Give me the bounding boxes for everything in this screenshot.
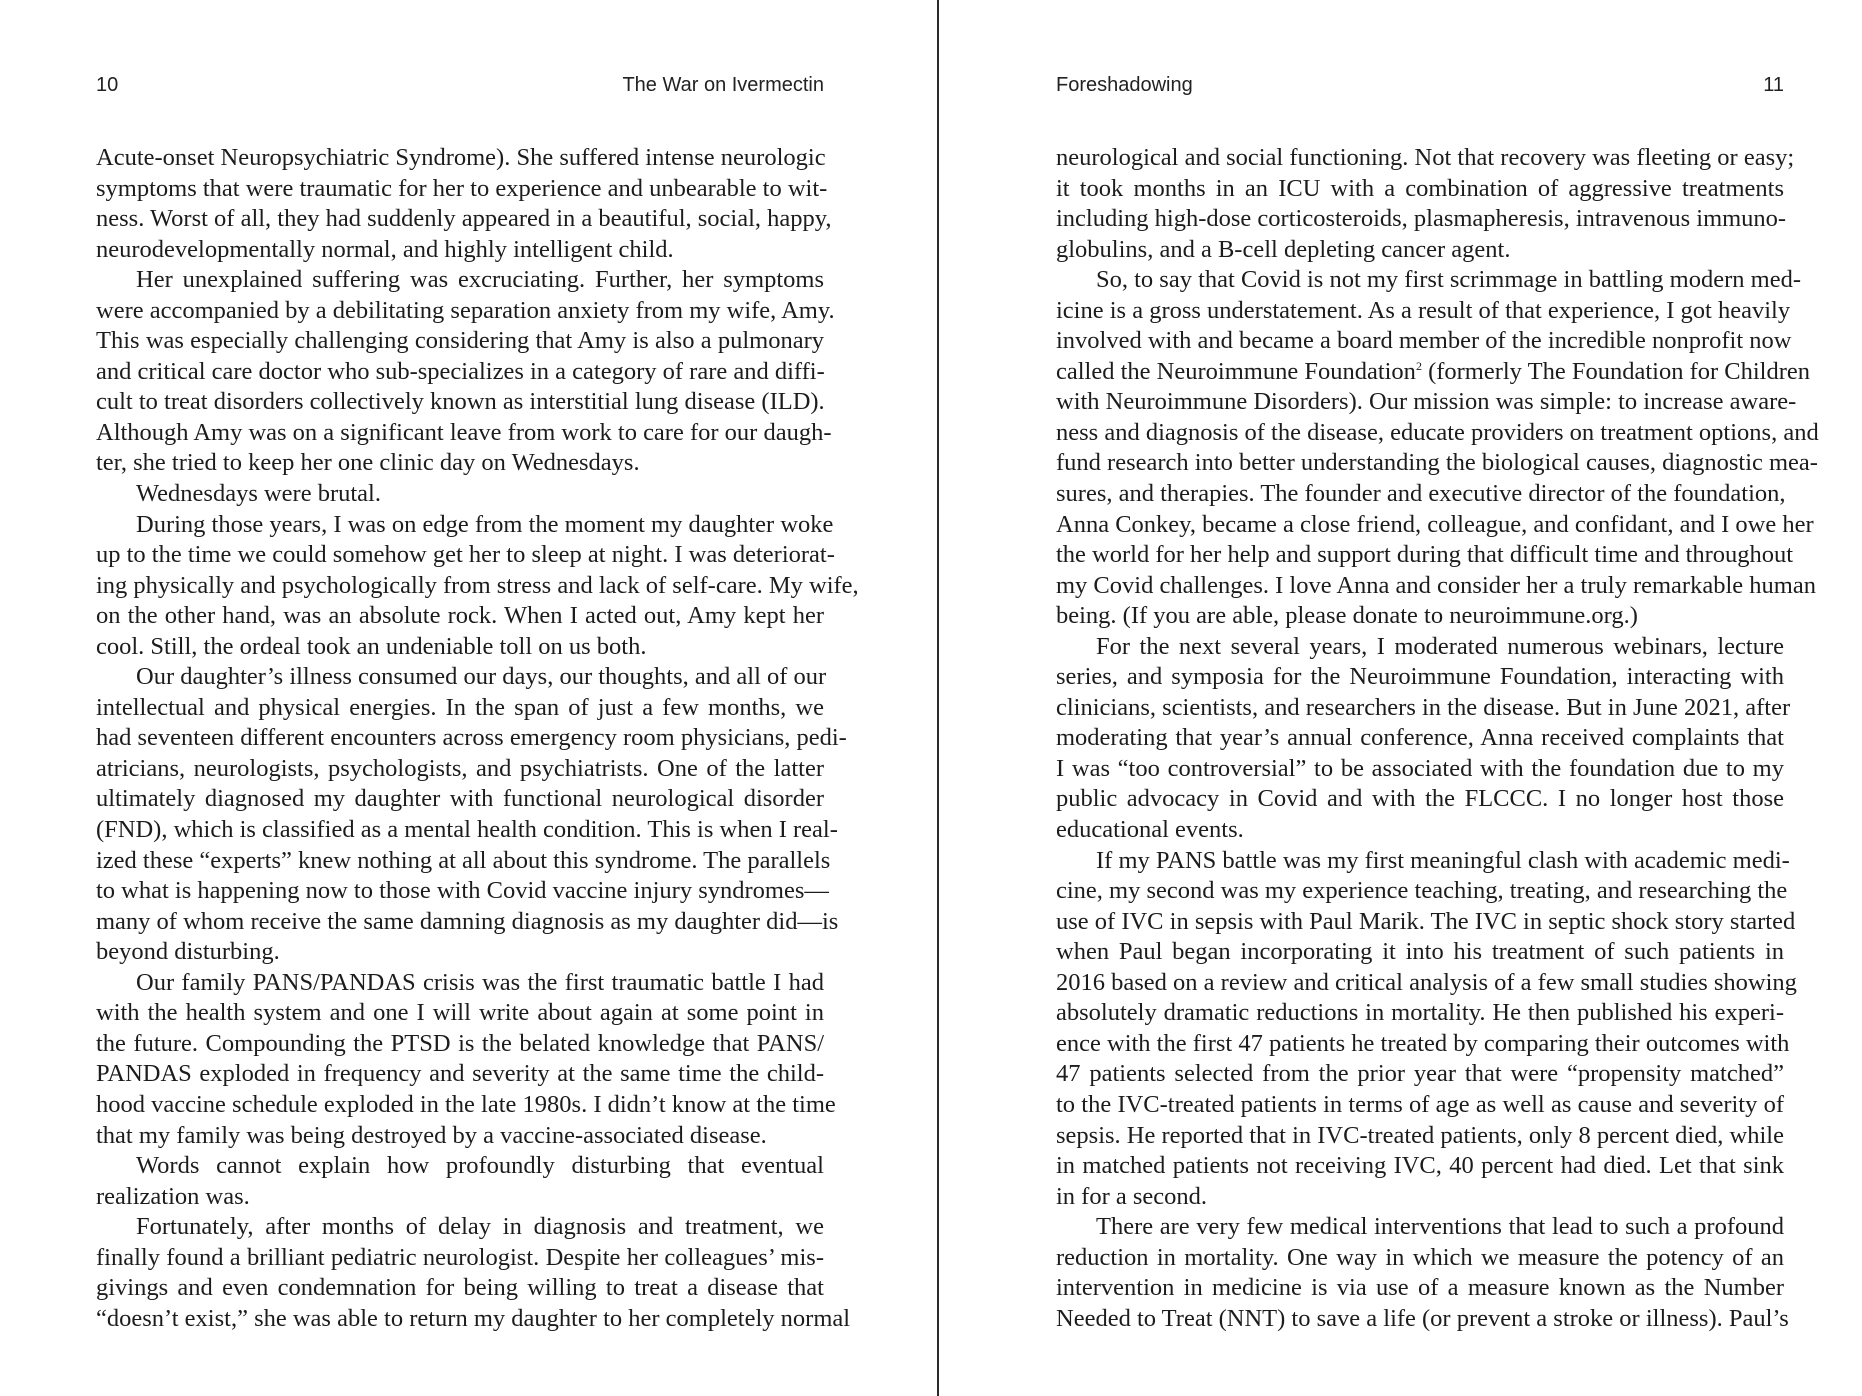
text-line: my Covid challenges. I love Anna and consider her a truly remarkable human: [1056, 571, 1816, 599]
text-line: ness. Worst of all, they had suddenly appeared in a beautiful, social, happy,: [96, 205, 832, 233]
text-line: globulins, and a B-cell depleting cancer agent.: [1056, 235, 1511, 263]
text-line: series, and symposia for the Neuroimmune Foundation, interacting with: [1056, 663, 1784, 691]
text-line: absolutely dramatic reductions in mortality. He then published his experi-: [1056, 999, 1784, 1027]
text-line: public advocacy in Covid and with the FLCCC. I no longer host those: [1056, 785, 1784, 813]
text-line-with-footnote: [1056, 357, 1811, 388]
text-line: realization was.: [96, 1182, 250, 1210]
text-line: neurodevelopmentally normal, and highly intelligent child.: [96, 235, 674, 263]
text-line: including high-dose corticosteroids, plasmapheresis, intravenous immuno-: [1056, 205, 1787, 233]
text-line: and critical care doctor who sub-specializes in a category of rare and diffi-: [96, 357, 825, 385]
text-line: reduction in mortality. One way in which we measure the potency of an: [1056, 1243, 1784, 1271]
text-line: were accompanied by a debilitating separation anxiety from my wife, Amy.: [96, 296, 835, 324]
text-line: “doesn’t exist,” she was able to return my daughter to her completely normal: [96, 1304, 851, 1332]
text-line: So, to say that Covid is not my first scrimmage in battling modern med-: [1096, 266, 1801, 294]
left-running-head: The War on Ivermectin: [622, 74, 824, 96]
page-gutter-divider: [937, 0, 939, 1396]
text-line: ultimately diagnosed my daughter with functional neurological disorder: [96, 785, 824, 813]
right-body-text: [1056, 143, 1819, 1334]
text-line: finally found a brilliant pediatric neurologist. Despite her colleagues’ mis-: [96, 1243, 824, 1271]
text-line: fund research into better understanding the biological causes, diagnostic mea-: [1056, 449, 1818, 477]
text-line: icine is a gross understatement. As a result of that experience, I got heavily: [1056, 296, 1791, 324]
text-line: ing physically and psychologically from stress and lack of self-care. My wife,: [96, 571, 859, 599]
text-segment: (formerly The Foundation for Children: [1421, 357, 1811, 385]
text-line: PANDAS exploded in frequency and severity at the same time the child-: [96, 1060, 824, 1088]
text-line: Words cannot explain how profoundly disturbing that eventual: [136, 1152, 824, 1180]
text-line: atricians, neurologists, psychologists, and psychiatrists. One of the latter: [96, 754, 824, 782]
right-page: [1056, 0, 1819, 1396]
text-line: use of IVC in sepsis with Paul Marik. The IVC in septic shock story started: [1056, 907, 1796, 935]
text-line: Wednesdays were brutal.: [136, 480, 381, 508]
text-line: During those years, I was on edge from the moment my daughter woke: [136, 510, 834, 538]
text-line: up to the time we could somehow get her to sleep at night. I was deteriorat-: [96, 541, 835, 569]
text-line: cine, my second was my experience teaching, treating, and researching the: [1056, 877, 1788, 905]
text-line: it took months in an ICU with a combination of aggressive treatments: [1056, 174, 1784, 202]
text-segment: called the Neuroimmune Foundation: [1056, 357, 1416, 385]
text-line: ness and diagnosis of the disease, educate providers on treatment options, and: [1056, 418, 1819, 446]
text-line: sures, and therapies. The founder and executive director of the foundation,: [1056, 480, 1786, 508]
text-line: Although Amy was on a significant leave from work to care for our daugh-: [96, 418, 832, 446]
text-line: in for a second.: [1056, 1182, 1208, 1210]
text-line: moderating that year’s annual conference, Anna received complaints that: [1056, 724, 1784, 752]
text-line: when Paul began incorporating it into his treatment of such patients in: [1056, 938, 1784, 966]
text-line: There are very few medical interventions that lead to such a profound: [1096, 1213, 1784, 1241]
text-line: hood vaccine schedule exploded in the late 1980s. I didn’t know at the time: [96, 1090, 836, 1118]
text-line: beyond disturbing.: [96, 938, 280, 966]
text-line: Our daughter’s illness consumed our days, our thoughts, and all of our: [136, 663, 827, 691]
text-line: being. (If you are able, please donate to neuroimmune.org.): [1056, 602, 1638, 630]
text-line: the world for her help and support during that difficult time and throughout: [1056, 541, 1794, 569]
text-line: symptoms that were traumatic for her to experience and unbearable to wit-: [96, 174, 828, 202]
text-line: to the IVC-treated patients in terms of age as well as cause and severity of: [1056, 1090, 1784, 1118]
text-line: If my PANS battle was my first meaningful clash with academic medi-: [1096, 846, 1790, 874]
left-page: [96, 0, 859, 1396]
left-page-number: 10: [96, 74, 119, 96]
text-line: 2016 based on a review and critical analysis of a few small studies showing: [1056, 968, 1797, 996]
text-line: the future. Compounding the PTSD is the belated knowledge that PANS/: [96, 1029, 824, 1057]
text-line: neurological and social functioning. Not that recovery was fleeting or easy;: [1056, 144, 1795, 171]
text-line: 47 patients selected from the prior year that were “propensity matched”: [1056, 1060, 1784, 1088]
text-line: sepsis. He reported that in IVC-treated patients, only 8 percent died, while: [1056, 1121, 1784, 1149]
text-line: ter, she tried to keep her one clinic day on Wednesdays.: [96, 449, 640, 477]
text-line: I was “too controversial” to be associated with the foundation due to my: [1056, 754, 1784, 782]
left-body-text: [96, 143, 859, 1334]
text-line: that my family was being destroyed by a vaccine-associated disease.: [96, 1121, 767, 1149]
text-line: clinicians, scientists, and researchers in the disease. But in June 2021, after: [1056, 693, 1791, 721]
text-line: For the next several years, I moderated numerous webinars, lecture: [1096, 632, 1784, 660]
text-line: with the health system and one I will write about again at some point in: [96, 999, 824, 1027]
right-page-number: 11: [1763, 74, 1784, 96]
text-line: ized these “experts” knew nothing at all about this syndrome. The parallels: [96, 846, 831, 874]
text-line: Anna Conkey, became a close friend, colleague, and confidant, and I owe her: [1056, 510, 1814, 538]
text-line: Fortunately, after months of delay in diagnosis and treatment, we: [136, 1213, 824, 1241]
text-line: (FND), which is classified as a mental health condition. This is when I real-: [96, 816, 838, 844]
text-line: This was especially challenging considering that Amy is also a pulmonary: [96, 327, 824, 355]
text-line: many of whom receive the same damning diagnosis as my daughter did—is: [96, 907, 839, 935]
text-line: Needed to Treat (NNT) to save a life (or prevent a stroke or illness). Paul’s: [1056, 1304, 1789, 1332]
text-line: educational events.: [1056, 816, 1244, 844]
text-line: Her unexplained suffering was excruciating. Further, her symptoms: [136, 266, 824, 294]
text-line: to what is happening now to those with Covid vaccine injury syndromes—: [96, 877, 829, 905]
text-line: ence with the first 47 patients he treated by comparing their outcomes with: [1056, 1029, 1790, 1057]
right-running-header: [1056, 74, 1784, 104]
text-line: on the other hand, was an absolute rock. When I acted out, Amy kept her: [96, 602, 824, 630]
text-line: involved with and became a board member of the incredible nonprofit now: [1056, 327, 1792, 355]
text-line: in matched patients not receiving IVC, 40 percent had died. Let that sink: [1056, 1152, 1784, 1180]
text-line: intervention in medicine is via use of a measure known as the Number: [1056, 1274, 1784, 1302]
text-line: cult to treat disorders collectively known as interstitial lung disease (ILD).: [96, 388, 825, 416]
left-running-header: [96, 74, 824, 104]
text-line: givings and even condemnation for being willing to treat a disease that: [96, 1274, 824, 1302]
footnote-marker: 2: [1415, 358, 1422, 373]
text-line: intellectual and physical energies. In the span of just a few months, we: [96, 693, 824, 721]
text-line: Acute-onset Neuropsychiatric Syndrome). She suffered intense neurologic: [96, 144, 826, 171]
text-line: had seventeen different encounters across emergency room physicians, pedi-: [96, 724, 847, 752]
text-line: cool. Still, the ordeal took an undeniable toll on us both.: [96, 632, 647, 660]
text-line: Our family PANS/PANDAS crisis was the first traumatic battle I had: [136, 968, 824, 996]
text-line: with Neuroimmune Disorders). Our mission was simple: to increase aware-: [1056, 388, 1797, 416]
right-running-head: Foreshadowing: [1056, 74, 1193, 96]
